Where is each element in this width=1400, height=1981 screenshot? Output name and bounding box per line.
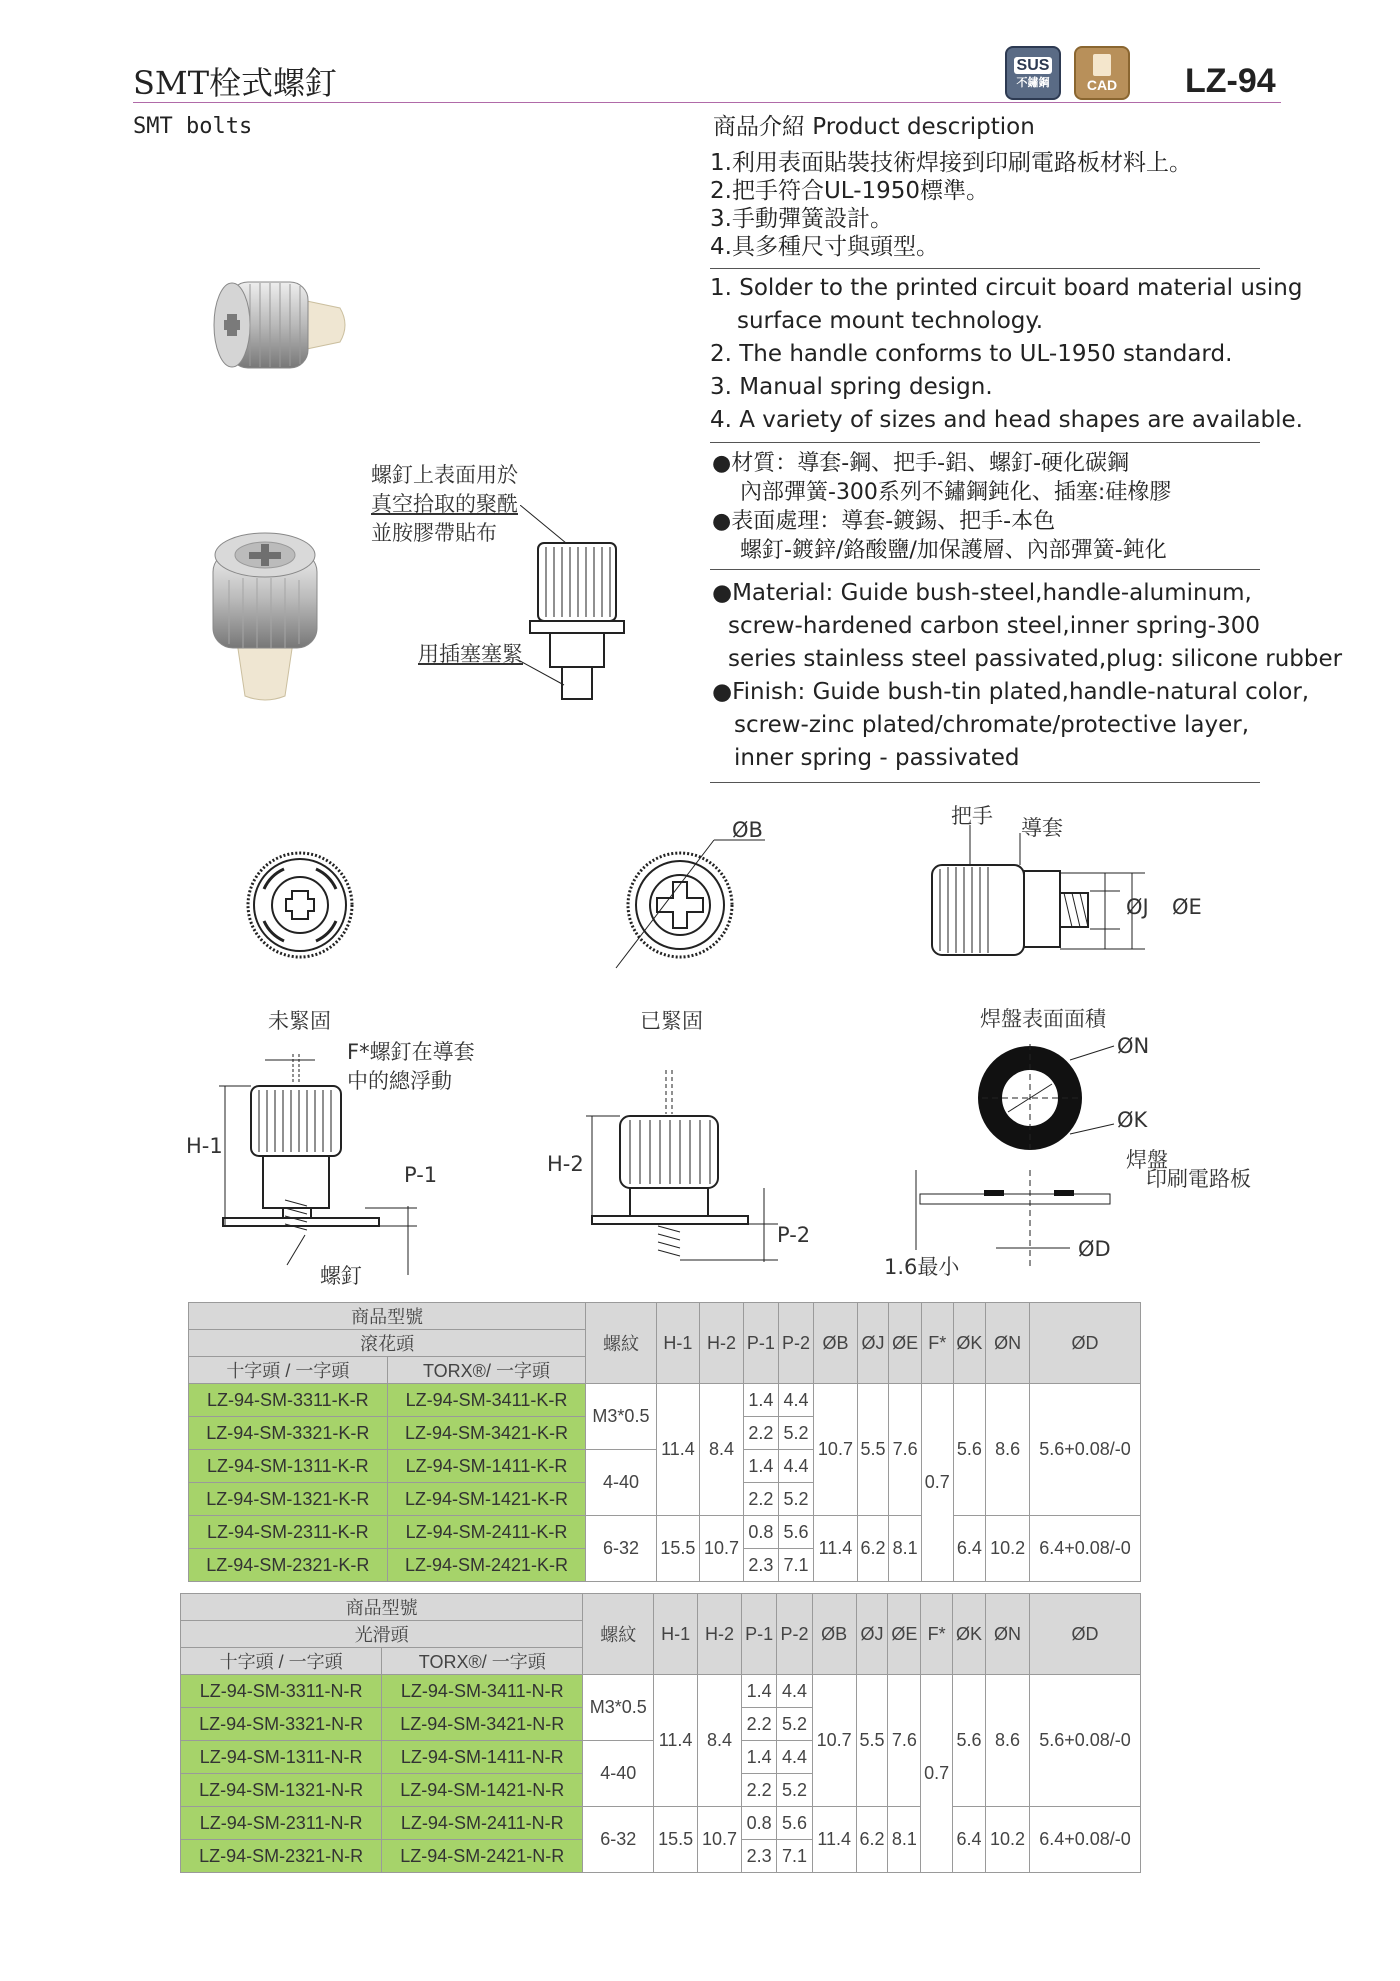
table-row: LZ-94-SM-3311-K-R LZ-94-SM-3411-K-R M3*0.5 11.4 8.4 1.4 4.4 10.7 5.5 7.6 0.7 5.6 8.6 5.6+0.08/-0 [189, 1384, 1141, 1417]
list-item: 4. A variety of sizes and head shapes are available. [710, 407, 1303, 433]
table-row: LZ-94-SM-3321-K-R LZ-94-SM-3421-K-R 2.2 5.2 [189, 1417, 1141, 1450]
list-item: 4.具多種尺寸與頭型。 [710, 234, 939, 260]
table-row: LZ-94-SM-2311-N-R LZ-94-SM-2411-N-R 6-32 15.5 10.7 0.8 5.6 11.4 6.2 8.1 6.4 10.2 6.4+0.08/-0 [181, 1807, 1141, 1840]
list-item: 2. The handle conforms to UL-1950 standard. [710, 341, 1233, 367]
top-view-fastened [600, 820, 800, 980]
description-heading: 商品介紹 Product description [713, 114, 1035, 140]
label-e: ØE [1172, 895, 1202, 919]
float-note: F*螺釘在導套 中的總浮動 [347, 1040, 475, 1093]
page-subtitle: SMT bolts [133, 114, 253, 139]
spec-table-smooth: 商品型號 螺紋 H-1 H-2 P-1 P-2 ØB ØJ ØE F* ØK ØN ØD 光滑頭 十字頭 / 一字頭 TORX®/ 一字頭 LZ-94-SM-3311-N-R LZ-94-SM-3411-N-R M3*0.5 11.4 8.4 1.4 4.4 10.7 5.5 7.6 0.7 5.6 8.6 5.6+0.08/-0 LZ-94-SM-3321-N-R LZ-94-SM-3421-N-R 2.2 5.2 LZ-94-SM-1311-N-R LZ-94-SM-1411-N-R 4-40 1.4 4.4 LZ-94-SM-1321-N-R LZ-94-SM-1421-N-R 2.2 5.2 LZ-94-SM-2311-N-R LZ-94-SM-2411-N-R 6-32 15.5 10.7 0.8 5.6 11.4 6.2 8.1 6.4 10.2 6.4+0.08/-0 LZ-94-SM-2321-N-R LZ-94-SM-2421-N-R 2.3 7.1 [180, 1593, 1141, 1873]
title-rule [133, 102, 1281, 103]
list-item: 2.把手符合UL-1950標準。 [710, 178, 990, 204]
table-row: LZ-94-SM-2311-K-R LZ-94-SM-2411-K-R 6-32 15.5 10.7 0.8 5.6 11.4 6.2 8.1 6.4 10.2 6.4+0.08/-0 [189, 1516, 1141, 1549]
product-photo-side [190, 270, 360, 380]
top-view-unfastened [240, 845, 360, 965]
sus-badge-icon: SUS 不鏽鋼 [1005, 46, 1061, 100]
table-row: LZ-94-SM-3321-N-R LZ-94-SM-3421-N-R 2.2 5.2 [181, 1708, 1141, 1741]
label-d: ØD [1078, 1237, 1111, 1261]
product-photo-top [205, 530, 325, 705]
label-unfastened: 未緊固 [268, 1009, 331, 1033]
spec-table-knurled: 商品型號 螺紋 H-1 H-2 P-1 P-2 ØB ØJ ØE F* ØK ØN ØD 滾花頭 十字頭 / 一字頭 TORX®/ 一字頭 LZ-94-SM-3311-K-R LZ-94-SM-3411-K-R M3*0.5 11.4 8.4 1.4 4.4 10.7 5.5 7.6 0.7 5.6 8.6 5.6+0.08/-0 LZ-94-SM-3321-K-R LZ-94-SM-3421-K-R 2.2 5.2 LZ-94-SM-1311-K-R LZ-94-SM-1411-K-R 4-40 1.4 4.4 LZ-94-SM-1321-K-R LZ-94-SM-1421-K-R 2.2 5.2 LZ-94-SM-2311-K-R LZ-94-SM-2411-K-R 6-32 15.5 10.7 0.8 5.6 11.4 6.2 8.1 6.4 10.2 6.4+0.08/-0 LZ-94-SM-2321-K-R LZ-94-SM-2421-K-R 2.3 7.1 [188, 1302, 1141, 1582]
document-icon [1093, 54, 1111, 76]
en-material-block: ●Material: Guide bush-steel,handle-aluminum, screw-hardened carbon steel,inner spring-300 series stainless steel passivated,plug: silicone rubber ●Finish: Guide bush-tin plated,handle-natural color, screw-zinc plated/chromate/protective layer, inner spring - passivated [712, 580, 1343, 771]
divider [710, 782, 1260, 783]
label-pad: 焊盤 [1126, 1148, 1168, 1172]
list-item: 3. Manual spring design. [710, 374, 993, 400]
label-handle: 把手 [951, 804, 993, 828]
label-pad-area: 焊盤表面面積 [980, 1007, 1106, 1031]
label-pcb: 印刷電路板 [1146, 1167, 1251, 1191]
label-min-thickness: 1.6最小 [884, 1255, 960, 1279]
label-h1: H-1 [186, 1134, 223, 1158]
label-j: ØJ [1126, 895, 1149, 919]
en-feature-list [710, 272, 1303, 437]
table-row: LZ-94-SM-1321-N-R LZ-94-SM-1421-N-R 2.2 5.2 [181, 1774, 1141, 1807]
table-row: LZ-94-SM-2321-N-R LZ-94-SM-2421-N-R 2.3 7.1 [181, 1840, 1141, 1873]
list-item: 1.利用表面貼裝技術焊接到印刷電路板材料上。 [710, 150, 1192, 176]
side-profile-drawing [520, 505, 640, 705]
list-item: 3.手動彈簧設計。 [710, 206, 893, 232]
product-code: LZ-94 [1185, 62, 1276, 100]
label-p2: P-2 [777, 1223, 811, 1247]
label-b: ØB [732, 818, 763, 842]
label-h2: H-2 [547, 1152, 584, 1176]
list-item: surface mount technology. [737, 308, 1044, 334]
label-n: ØN [1117, 1034, 1150, 1058]
label-screw: 螺釘 [320, 1264, 362, 1288]
divider [710, 569, 1260, 570]
fastened-section-drawing [580, 1070, 780, 1270]
label-p1: P-1 [404, 1163, 438, 1187]
table-row: LZ-94-SM-1311-N-R LZ-94-SM-1411-N-R 4-40 1.4 4.4 [181, 1741, 1141, 1774]
table-row: LZ-94-SM-3311-N-R LZ-94-SM-3411-N-R M3*0.5 11.4 8.4 1.4 4.4 10.7 5.5 7.6 0.7 5.6 8.6 5.6+0.08/-0 [181, 1675, 1141, 1708]
label-k: ØK [1117, 1108, 1148, 1132]
cad-badge-icon[interactable]: CAD [1074, 46, 1130, 100]
divider [710, 442, 1260, 443]
table-row: LZ-94-SM-2321-K-R LZ-94-SM-2421-K-R 2.3 7.1 [189, 1549, 1141, 1582]
zh-feature-list [710, 149, 1192, 261]
unfastened-section-drawing [205, 1050, 425, 1275]
label-fastened: 已緊固 [640, 1009, 703, 1033]
list-item: 1. Solder to the printed circuit board material using [710, 275, 1303, 301]
label-bush: 導套 [1021, 816, 1063, 840]
plug-note: 用插塞塞緊 [418, 642, 523, 666]
table-row: LZ-94-SM-1321-K-R LZ-94-SM-1421-K-R 2.2 5.2 [189, 1483, 1141, 1516]
zh-material-block: ●材質：導套-鋼、把手-鋁、螺釘-硬化碳鋼 內部彈簧-300系列不鏽鋼鈍化、插塞:硅橡膠 ●表面處理：導套-鍍錫、把手-本色 螺釘-鍍鋅/鉻酸鹽/加保護層、內部彈簧-鈍化 [712, 451, 1172, 563]
table-row: LZ-94-SM-1311-K-R LZ-94-SM-1411-K-R 4-40 1.4 4.4 [189, 1450, 1141, 1483]
page-title: SMT栓式螺釘 [133, 64, 338, 102]
pickup-note: 螺釘上表面用於 真空拾取的聚酰 並胺膠帶貼布 [371, 463, 518, 545]
divider [710, 268, 1260, 269]
